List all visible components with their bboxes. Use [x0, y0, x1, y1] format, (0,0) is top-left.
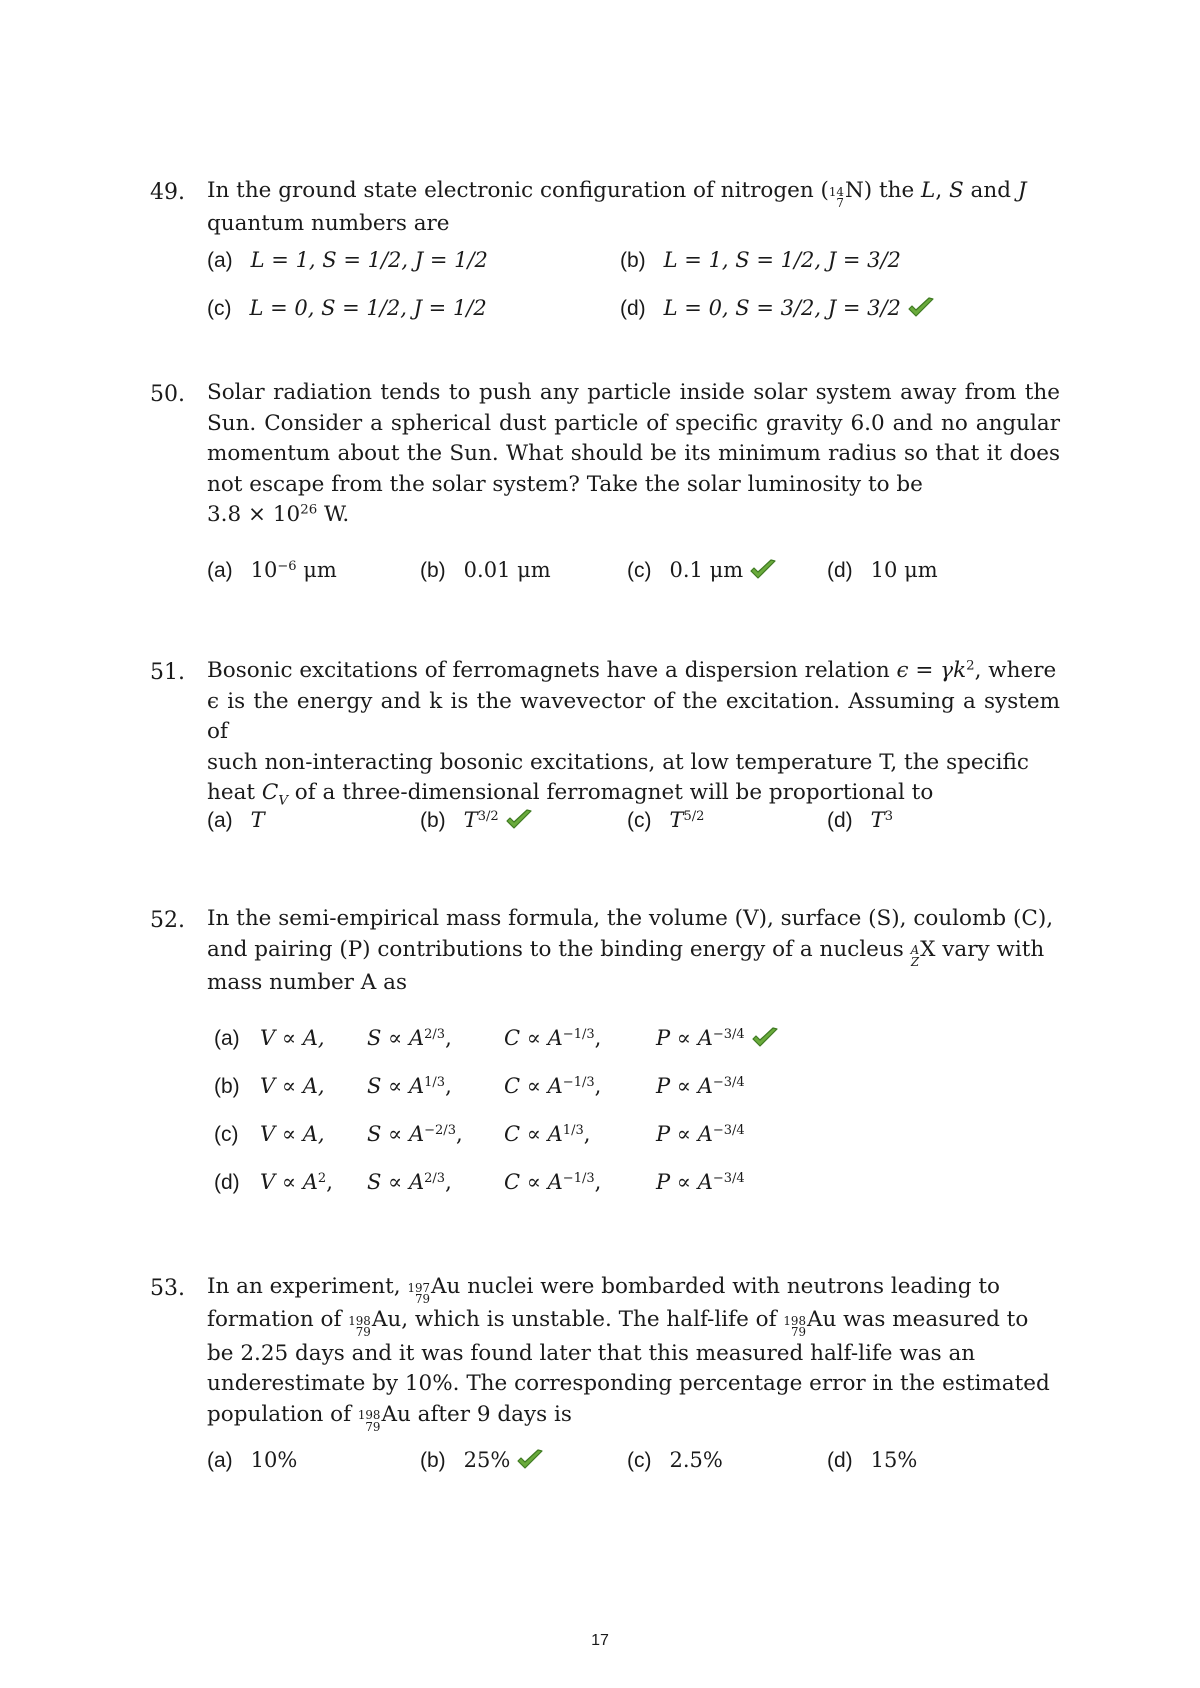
correct-check-icon	[907, 297, 935, 319]
nitrogen-nuclide: 14 7 N	[828, 178, 864, 211]
option-b: (b) 25%	[420, 1448, 544, 1473]
question-text: In the semi-empirical mass formula, the volume (V), surface (S), coulomb (C), and pairing (P) contributions to the binding energy of a nucleus A Z X vary with mass number A as	[207, 906, 1054, 995]
question-51	[150, 660, 1060, 830]
option-d: (d) $T^3$	[827, 808, 893, 832]
pairing-term: $P \propto A^{-3/4}$	[656, 1074, 745, 1098]
question-number: 51.	[150, 660, 185, 685]
question-number: 52.	[150, 908, 185, 933]
question-52	[150, 908, 1060, 1198]
option-label: (d)	[214, 1171, 240, 1194]
option-label: (a)	[214, 1027, 240, 1050]
option-d: (d) L = 0, S = 3/2, J = 3/2	[620, 296, 935, 321]
au197-nuclide: 197 79 Au	[407, 1274, 461, 1307]
option-b: (b) 0.01 μm	[420, 558, 551, 582]
question-number: 49.	[150, 180, 185, 205]
pairing-term: $P \propto A^{-3/4}$	[656, 1122, 745, 1146]
option-c: (c) 0.1 μm	[627, 558, 777, 583]
question-text: Bosonic excitations of ferromagnets have a dispersion relation $\epsilon = \gamma k^2$, where ϵ is the energy and k is the wavevector of the excitation. Assuming a system of such non-interacting bosonic excitations, at low temperature T, the specific heat $C_V$ of a three-dimensional ferromagnet will be proportional to	[207, 658, 1060, 809]
option-a: (a) $10^{-6}$ μm	[207, 558, 337, 582]
option-d: (d) 10 μm	[827, 558, 938, 582]
question-50	[150, 382, 1060, 592]
pairing-term: $P \propto A^{-3/4}$	[656, 1026, 779, 1050]
au198-nuclide: 198 79 Au	[348, 1307, 402, 1340]
option-b: (b) $T^{3/2}$	[420, 808, 533, 833]
surface-term: $S \propto A^{2/3}$,	[367, 1026, 452, 1050]
option-label: (c)	[214, 1123, 239, 1146]
au198-nuclide: 198 79 Au	[357, 1401, 411, 1434]
option-b: (b) L = 1, S = 1/2, J = 3/2	[620, 248, 901, 272]
surface-term: $S \propto A^{-2/3}$,	[367, 1122, 463, 1146]
volume-term: V ∝ A,	[260, 1122, 325, 1146]
option-c: (c) $T^{5/2}$	[627, 808, 705, 832]
volume-term: $V \propto A^2$,	[260, 1170, 333, 1194]
option-a: (a) L = 1, S = 1/2, J = 1/2	[207, 248, 488, 272]
coulomb-term: $C \propto A^{-1/3}$,	[504, 1170, 602, 1194]
question-53	[150, 1276, 1060, 1486]
au198-nuclide: 198 79 Au	[783, 1307, 837, 1340]
page-number: 17	[591, 1632, 609, 1649]
option-c: (c) 2.5%	[627, 1448, 723, 1472]
coulomb-term: $C \propto A^{1/3}$,	[504, 1122, 591, 1146]
nuclide-symbol: A Z X	[910, 936, 936, 969]
option-d: (d) 15%	[827, 1448, 918, 1472]
pairing-term: $P \propto A^{-3/4}$	[656, 1170, 745, 1194]
correct-check-icon	[749, 559, 777, 581]
coulomb-term: $C \propto A^{-1/3}$,	[504, 1074, 602, 1098]
coulomb-term: $C \propto A^{-1/3}$,	[504, 1026, 602, 1050]
question-49	[150, 180, 1060, 340]
question-number: 50.	[150, 382, 185, 407]
question-text: Solar radiation tends to push any particle inside solar system away from the Sun. Consider a spherical dust particle of specific gravity 6.0 and no angular momentum about the Sun. What should be its minimum radius so that it does not escape from the solar system? Take the solar luminosity to be $3.8 \times 10^{26}$ W.	[207, 380, 1060, 527]
option-c: (c) L = 0, S = 1/2, J = 1/2	[207, 296, 487, 320]
surface-term: $S \propto A^{1/3}$,	[367, 1074, 452, 1098]
option-label: (b)	[214, 1075, 240, 1098]
question-number: 53.	[150, 1276, 185, 1301]
volume-term: V ∝ A,	[260, 1074, 325, 1098]
question-text: In the ground state electronic configuration of nitrogen ( 14 7 N) the L, S and J quantum numbers are	[207, 178, 1027, 237]
volume-term: V ∝ A,	[260, 1026, 325, 1050]
option-a: (a) 10%	[207, 1448, 298, 1472]
question-text: In an experiment, 197 79 Au nuclei were bombarded with neutrons leading to formation of 198 79 Au, which is unstable. The half-life of 198 79 Au was measured to be 2.25 days and it was found later that this measured half-life was an underestimate by 10%. The corresponding percentage error in the estimated population of 198 79 Au after 9 days is	[207, 1274, 1050, 1434]
option-a: (a) T	[207, 808, 265, 832]
correct-check-icon	[505, 809, 533, 831]
correct-check-icon	[516, 1449, 544, 1471]
surface-term: $S \propto A^{2/3}$,	[367, 1170, 452, 1194]
correct-check-icon	[751, 1027, 779, 1049]
